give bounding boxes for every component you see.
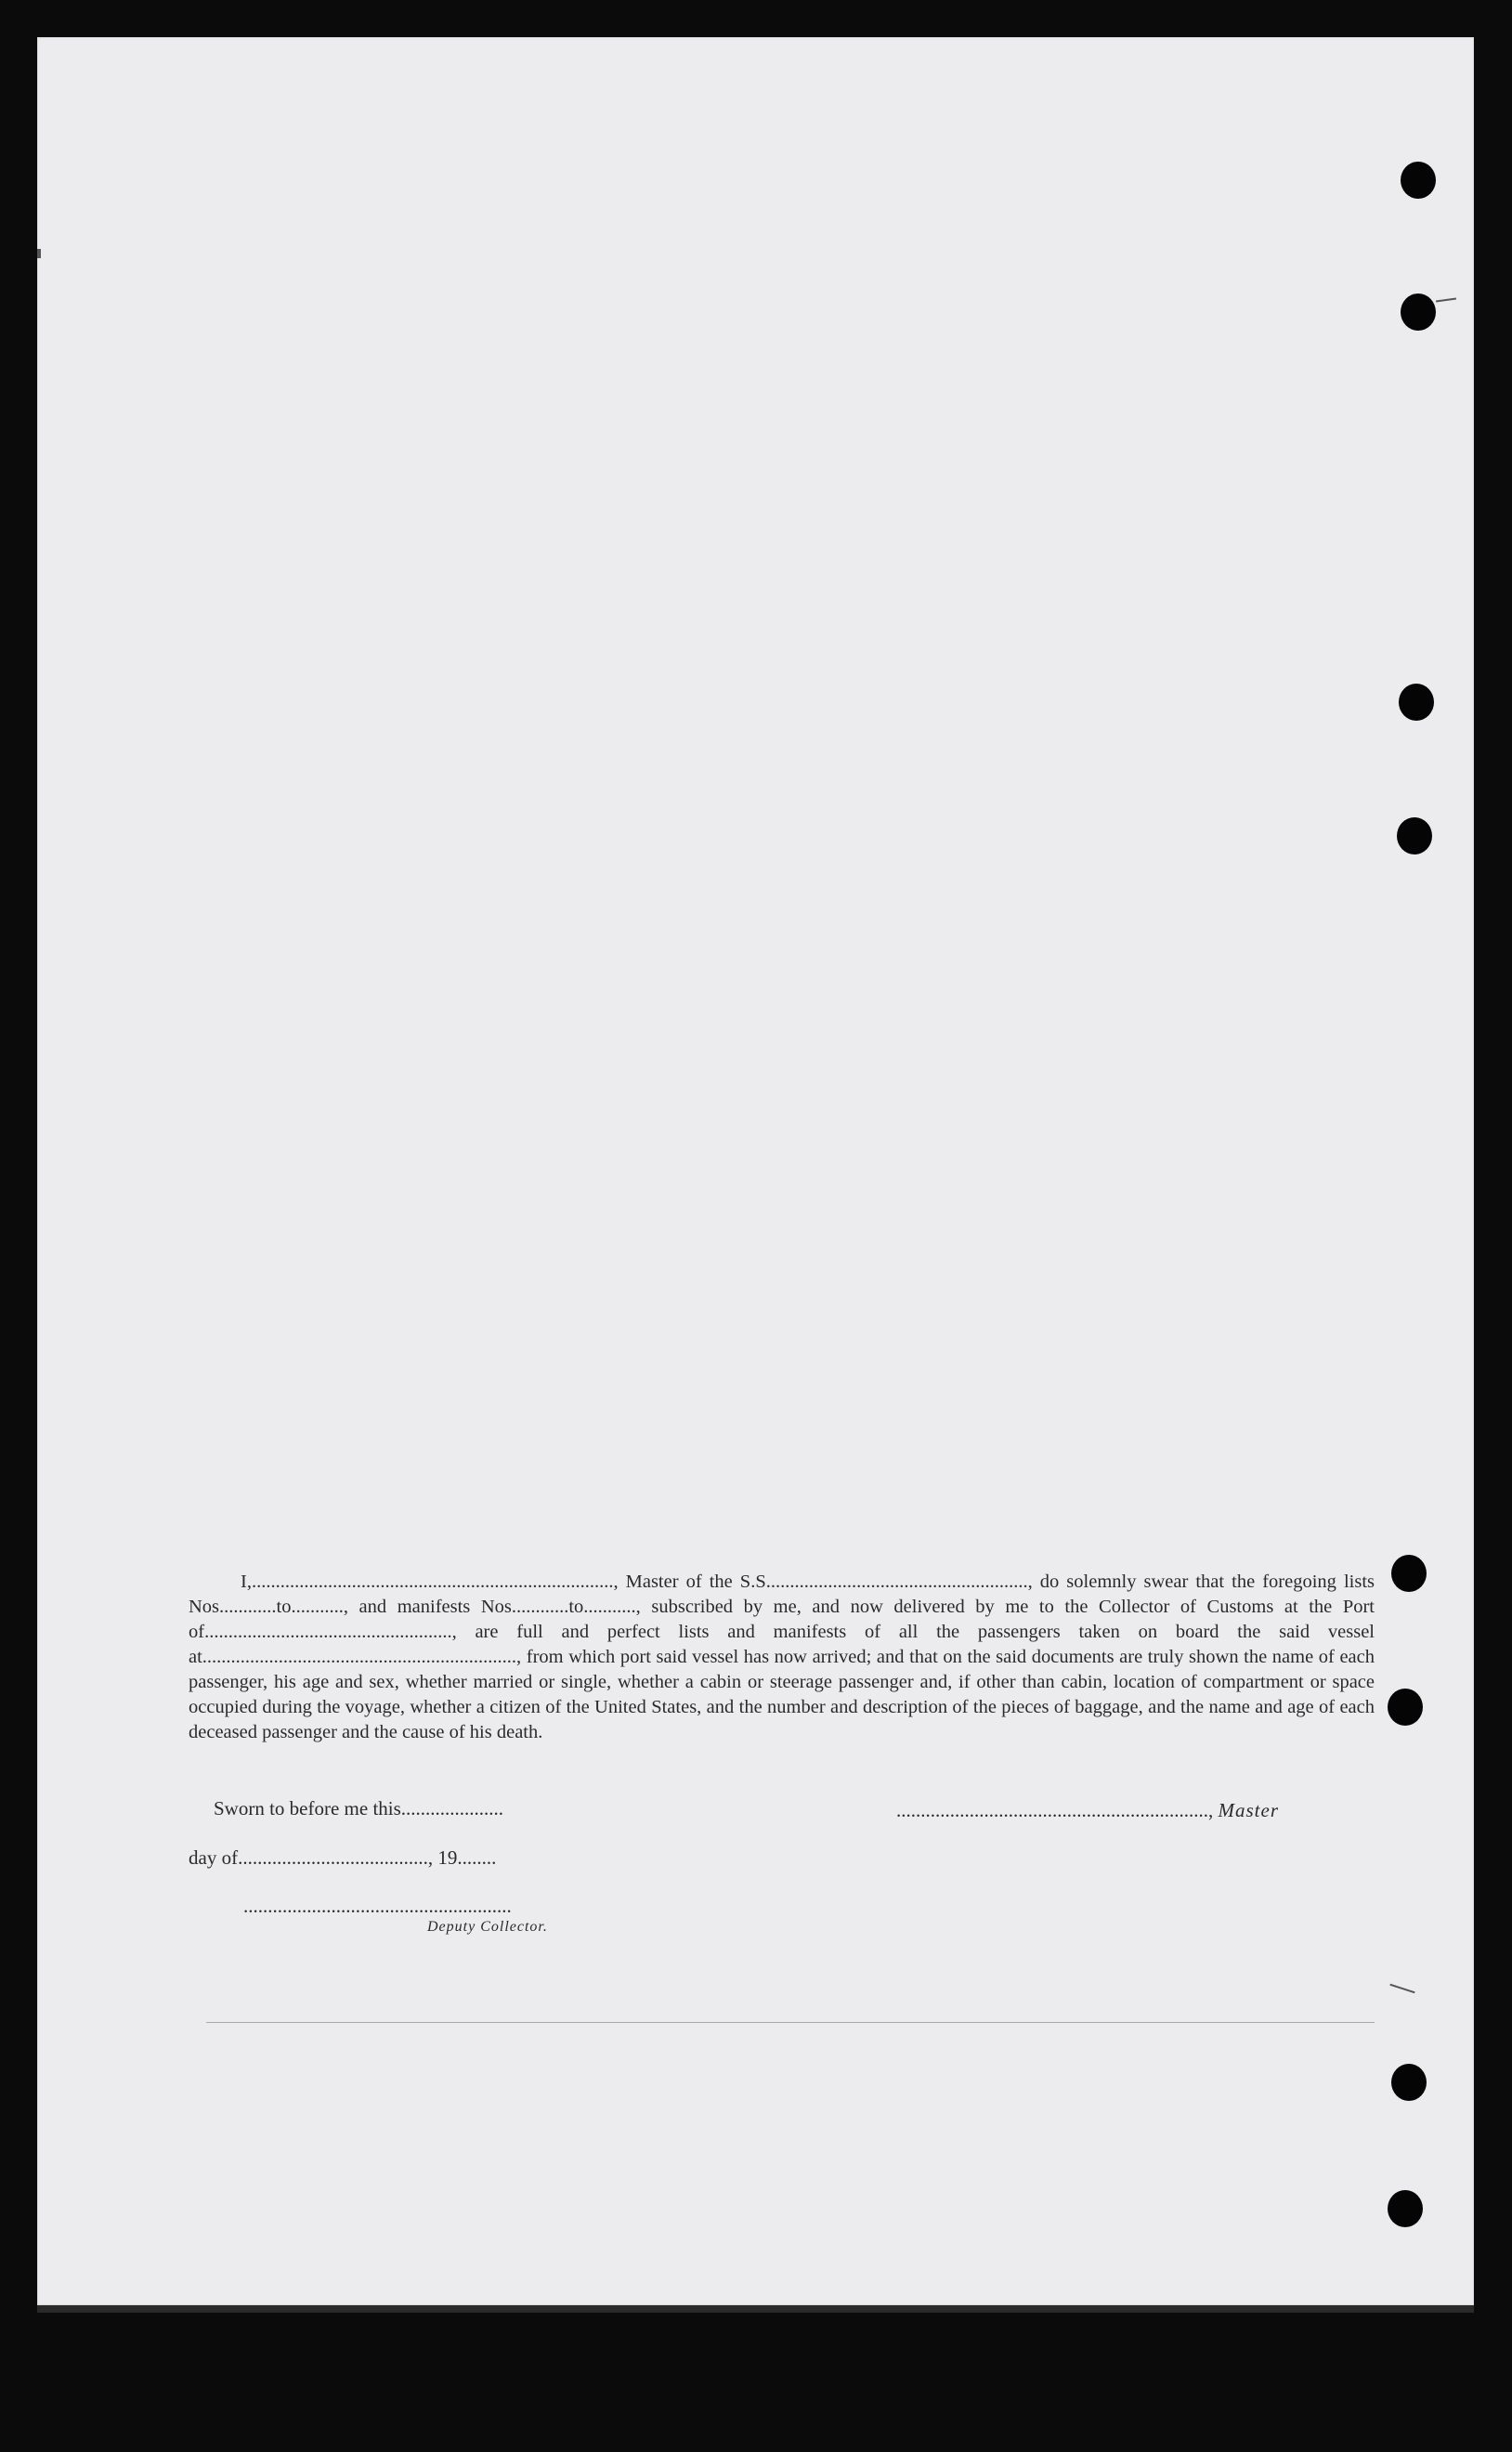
deputy-collector-signature-line: ....................................................... (243, 1895, 512, 1917)
scan-mark (37, 249, 41, 258)
punch-hole (1388, 1689, 1423, 1726)
master-label: Master (1218, 1799, 1279, 1821)
document-sheet (37, 37, 1474, 2305)
punch-hole (1391, 2064, 1427, 2101)
punch-hole (1401, 293, 1436, 331)
punch-hole (1399, 684, 1434, 721)
punch-hole (1388, 2190, 1423, 2227)
master-signature-dots: ................................................................, (896, 1799, 1219, 1821)
sheet-bottom-edge (37, 2305, 1474, 2313)
punch-hole (1391, 1555, 1427, 1592)
master-oath-paragraph (189, 1570, 1375, 1745)
punch-hole (1397, 817, 1432, 854)
day-of-line: day of......................................., 19........ (189, 1846, 497, 1869)
punch-hole (1401, 162, 1436, 199)
deputy-collector-label: Deputy Collector. (427, 1919, 548, 1935)
sworn-before-line: Sworn to before me this..................... (214, 1797, 504, 1819)
master-signature-line (896, 1799, 1279, 1822)
oath-text: I,............................................................................, Master of the S.S......................................................., do solemnly swear that the foregoing lists Nos............to..........., and manifests Nos............to..........., subscribed by me, and now delivered by me to the Collector of Customs at the Port of...................................................., are full and perfect lists and manifests of all the passengers taken on board the said vessel at.................................................................., from which port said vessel has now arrived; and that on the said documents are truly shown the name of each passenger, his age and sex, whether married or single, whether a cabin or steerage passenger and, if other than cabin, location of compartment or space occupied during the voyage, whether a citizen of the United States, and the number and description of the pieces of baggage, and the name and age of each deceased passenger and the cause of his death. (189, 1572, 1375, 1742)
horizontal-rule (206, 2022, 1375, 2023)
